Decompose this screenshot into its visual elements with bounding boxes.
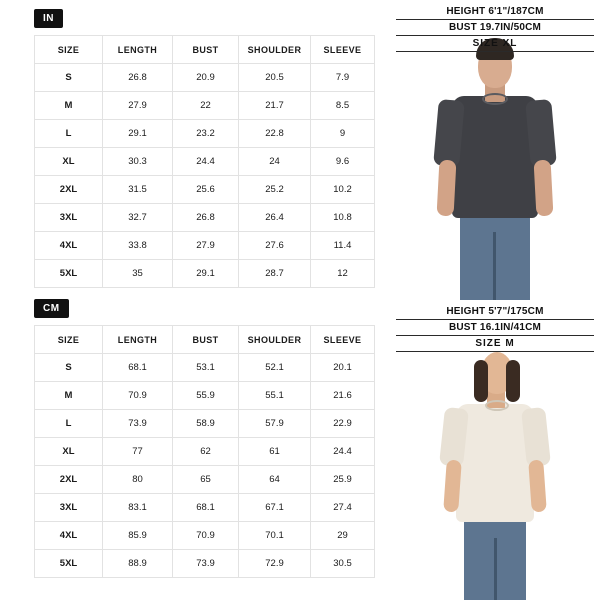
table-row — [35, 550, 375, 578]
table-row — [35, 410, 375, 438]
column-header-bust: BUST — [173, 326, 239, 354]
tshirt-sleeve-right — [525, 99, 557, 167]
column-header-sleeve: SLEEVE — [311, 36, 375, 64]
inches-table-block — [34, 8, 384, 288]
cell-bust: 22 — [173, 92, 239, 120]
cell-size: 5XL — [35, 260, 103, 288]
jeans-seam — [494, 538, 497, 600]
cell-sleeve: 11.4 — [311, 232, 375, 260]
cell-bust: 58.9 — [173, 410, 239, 438]
cell-size: XL — [35, 148, 103, 176]
model-size-female: SIZE M — [396, 336, 594, 352]
collar — [485, 400, 509, 411]
column-header-length: LENGTH — [103, 36, 173, 64]
column-header-shoulder: SHOULDER — [239, 36, 311, 64]
cell-length: 73.9 — [103, 410, 173, 438]
arm-right — [534, 160, 554, 217]
cell-shoulder: 21.7 — [239, 92, 311, 120]
cell-length: 85.9 — [103, 522, 173, 550]
cell-sleeve: 7.9 — [311, 64, 375, 92]
cell-size: 4XL — [35, 232, 103, 260]
cell-length: 80 — [103, 466, 173, 494]
cell-length: 30.3 — [103, 148, 173, 176]
model-height-female: HEIGHT 5'7"/175CM — [396, 304, 594, 320]
cell-sleeve: 8.5 — [311, 92, 375, 120]
unit-badge-in: IN — [34, 9, 63, 28]
cell-shoulder: 20.5 — [239, 64, 311, 92]
cell-length: 35 — [103, 260, 173, 288]
cell-bust: 20.9 — [173, 64, 239, 92]
cell-length: 32.7 — [103, 204, 173, 232]
model-bust-female: BUST 16.1IN/41CM — [396, 320, 594, 336]
cell-bust: 23.2 — [173, 120, 239, 148]
cell-size: L — [35, 120, 103, 148]
centimeters-table-block — [34, 298, 384, 578]
cell-size: M — [35, 92, 103, 120]
cell-bust: 70.9 — [173, 522, 239, 550]
cell-bust: 68.1 — [173, 494, 239, 522]
cell-length: 70.9 — [103, 382, 173, 410]
column-header-size: SIZE — [35, 36, 103, 64]
cell-length: 31.5 — [103, 176, 173, 204]
cell-length: 27.9 — [103, 92, 173, 120]
table-row — [35, 204, 375, 232]
hair-strand-left — [474, 360, 488, 402]
cell-shoulder: 25.2 — [239, 176, 311, 204]
cell-shoulder: 64 — [239, 466, 311, 494]
cell-shoulder: 61 — [239, 438, 311, 466]
table-row — [35, 522, 375, 550]
table-row — [35, 232, 375, 260]
cell-sleeve: 30.5 — [311, 550, 375, 578]
table-row — [35, 260, 375, 288]
cell-shoulder: 22.8 — [239, 120, 311, 148]
cell-sleeve: 27.4 — [311, 494, 375, 522]
cell-length: 68.1 — [103, 354, 173, 382]
cell-sleeve: 12 — [311, 260, 375, 288]
unit-badge-cm: CM — [34, 299, 69, 318]
cell-shoulder: 52.1 — [239, 354, 311, 382]
cell-bust: 27.9 — [173, 232, 239, 260]
cell-bust: 55.9 — [173, 382, 239, 410]
cell-sleeve: 9 — [311, 120, 375, 148]
model-specs-female — [396, 304, 594, 352]
table-row — [35, 176, 375, 204]
model-size-male: SIZE XL — [396, 36, 594, 52]
cell-size: XL — [35, 438, 103, 466]
jeans-seam — [493, 232, 496, 300]
cell-sleeve: 24.4 — [311, 438, 375, 466]
cell-bust: 65 — [173, 466, 239, 494]
cell-length: 88.9 — [103, 550, 173, 578]
table-row — [35, 382, 375, 410]
cell-size: 4XL — [35, 522, 103, 550]
table-header-row — [35, 326, 375, 354]
cell-sleeve: 21.6 — [311, 382, 375, 410]
model-specs-male — [396, 4, 594, 52]
column-header-bust: BUST — [173, 36, 239, 64]
cell-shoulder: 27.6 — [239, 232, 311, 260]
table-row — [35, 64, 375, 92]
size-table-centimeters — [34, 325, 375, 578]
cell-size: 3XL — [35, 494, 103, 522]
table-row — [35, 92, 375, 120]
table-row — [35, 494, 375, 522]
column-header-sleeve: SLEEVE — [311, 326, 375, 354]
cell-size: 2XL — [35, 466, 103, 494]
cell-bust: 53.1 — [173, 354, 239, 382]
cell-length: 77 — [103, 438, 173, 466]
column-header-size: SIZE — [35, 326, 103, 354]
cell-shoulder: 55.1 — [239, 382, 311, 410]
cell-sleeve: 10.2 — [311, 176, 375, 204]
size-table-inches — [34, 35, 375, 288]
cell-size: S — [35, 64, 103, 92]
cell-bust: 29.1 — [173, 260, 239, 288]
tshirt-sleeve-right — [521, 407, 551, 467]
cell-size: L — [35, 410, 103, 438]
cell-length: 33.8 — [103, 232, 173, 260]
cell-sleeve: 29 — [311, 522, 375, 550]
model-bust-male: BUST 19.7IN/50CM — [396, 20, 594, 36]
cell-shoulder: 26.4 — [239, 204, 311, 232]
cell-sleeve: 10.8 — [311, 204, 375, 232]
cell-sleeve: 20.1 — [311, 354, 375, 382]
column-header-length: LENGTH — [103, 326, 173, 354]
table-row — [35, 438, 375, 466]
model-photo-male-xl — [390, 0, 600, 300]
tshirt-body — [452, 96, 538, 218]
model-photos-column — [390, 0, 600, 600]
cell-bust: 26.8 — [173, 204, 239, 232]
cell-size: 3XL — [35, 204, 103, 232]
cell-shoulder: 70.1 — [239, 522, 311, 550]
table-row — [35, 354, 375, 382]
table-header-row — [35, 36, 375, 64]
cell-shoulder: 57.9 — [239, 410, 311, 438]
cell-shoulder: 28.7 — [239, 260, 311, 288]
hair-strand-right — [506, 360, 520, 402]
cell-bust: 73.9 — [173, 550, 239, 578]
cell-shoulder: 72.9 — [239, 550, 311, 578]
collar — [482, 93, 508, 105]
cell-length: 83.1 — [103, 494, 173, 522]
table-row — [35, 466, 375, 494]
arm-left — [437, 160, 457, 217]
cell-sleeve: 25.9 — [311, 466, 375, 494]
cell-size: M — [35, 382, 103, 410]
table-row — [35, 120, 375, 148]
cell-size: S — [35, 354, 103, 382]
cell-sleeve: 9.6 — [311, 148, 375, 176]
cell-bust: 25.6 — [173, 176, 239, 204]
cell-shoulder: 67.1 — [239, 494, 311, 522]
arm-right — [528, 460, 547, 513]
cell-bust: 24.4 — [173, 148, 239, 176]
model-photo-female-m — [390, 300, 600, 600]
cell-sleeve: 22.9 — [311, 410, 375, 438]
model-height-male: HEIGHT 6'1"/187CM — [396, 4, 594, 20]
cell-length: 26.8 — [103, 64, 173, 92]
cell-shoulder: 24 — [239, 148, 311, 176]
table-row — [35, 148, 375, 176]
cell-length: 29.1 — [103, 120, 173, 148]
cell-bust: 62 — [173, 438, 239, 466]
column-header-shoulder: SHOULDER — [239, 326, 311, 354]
cell-size: 2XL — [35, 176, 103, 204]
cell-size: 5XL — [35, 550, 103, 578]
